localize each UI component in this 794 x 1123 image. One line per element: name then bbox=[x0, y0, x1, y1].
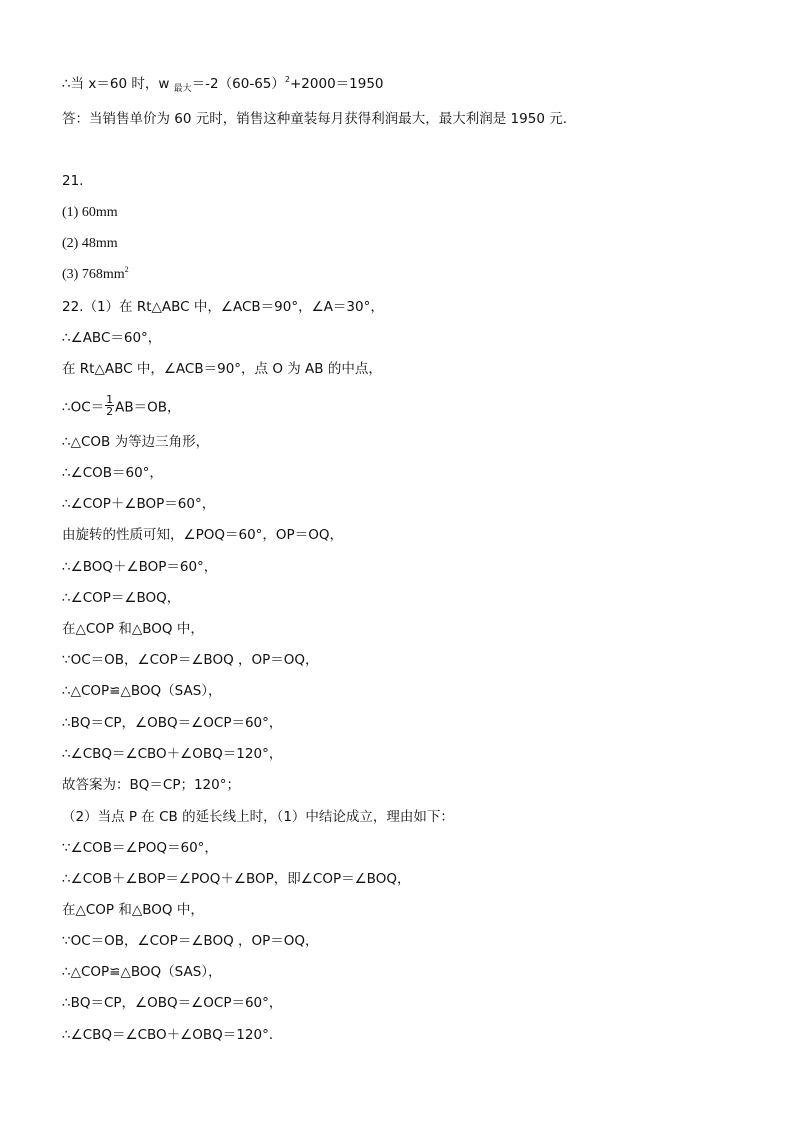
question-22-line-10: ∴∠COP＝∠BOQ， bbox=[62, 590, 181, 606]
question-22-line-6: ∴∠COB＝60°， bbox=[62, 465, 163, 481]
question-21-part-2: (2) 48mm bbox=[62, 236, 118, 251]
question-22-line-13: ∴△COP≌△BOQ（SAS）， bbox=[62, 683, 222, 699]
question-21-part-1: (1) 60mm bbox=[62, 205, 118, 220]
question-22-line-7: ∴∠COP＋∠BOP＝60°， bbox=[62, 496, 216, 512]
question-22-line-1: 22.（1）在 Rt△ABC 中，∠ACB＝90°，∠A＝30°， bbox=[62, 299, 384, 315]
question-22-line-18: ∵∠COB＝∠POQ＝60°， bbox=[62, 840, 218, 856]
question-22-line-8: 由旋转的性质可知，∠POQ＝60°，OP＝OQ， bbox=[62, 527, 343, 543]
question-22-line-21: ∵OC＝OB，∠COP＝∠BOQ ，OP＝OQ， bbox=[62, 933, 319, 949]
question-22-line-22: ∴△COP≌△BOQ（SAS）， bbox=[62, 964, 222, 980]
question-21-part-3: (3) $768mm^2$ bbox=[62, 265, 129, 282]
question-22-line-11: 在△COP 和△BOQ 中， bbox=[62, 621, 204, 637]
question-22-line-14: ∴BQ＝CP，∠OBQ＝∠OCP＝60°， bbox=[62, 715, 283, 731]
subscript-max: 最大 bbox=[173, 84, 192, 94]
question-22-line-20: 在△COP 和△BOQ 中， bbox=[62, 902, 204, 918]
question-22-line-24: ∴∠CBQ＝∠CBO＋∠OBQ＝120°． bbox=[62, 1027, 283, 1043]
question-22-line-17: （2）当点 P 在 CB 的延长线上时，（1）中结论成立，理由如下： bbox=[62, 809, 454, 825]
answer-line-max-profit-calc: ∴当 x＝60 时，w $_{最大}=-2(60-65)^2+2000=1950$ bbox=[62, 75, 384, 94]
question-22-line-12: ∵OC＝OB，∠COP＝∠BOQ ，OP＝OQ， bbox=[62, 652, 319, 668]
question-22-line-23: ∴BQ＝CP，∠OBQ＝∠OCP＝60°， bbox=[62, 995, 283, 1011]
question-22-line-19: ∴∠COB＋∠BOP＝∠POQ＋∠BOP，即∠COP＝∠BOQ， bbox=[62, 871, 411, 887]
question-22-line-9: ∴∠BOQ＋∠BOP＝60°， bbox=[62, 559, 218, 575]
answer-line-conclusion: 答：当销售单价为 60 元时，销售这种童装每月获得利润最大，最大利润是 1950 元． bbox=[62, 111, 577, 127]
fraction-one-half: $\frac{1}{2}$ bbox=[106, 393, 114, 418]
superscript-square: 2 bbox=[124, 265, 129, 274]
question-22-line-3: 在 Rt△ABC 中，∠ACB＝90°，点 O 为 AB 的中点， bbox=[62, 361, 382, 377]
superscript-square: 2 bbox=[284, 75, 290, 84]
question-22-line-16: 故答案为：BQ＝CP；120°； bbox=[62, 777, 240, 793]
question-22-line-15: ∴∠CBQ＝∠CBO＋∠OBQ＝120°， bbox=[62, 746, 283, 762]
question-22-line-5: ∴△COB 为等边三角形， bbox=[62, 434, 210, 450]
question-22-line-4: ∴OC＝ $\frac{1}{2}$ AB＝OB， bbox=[62, 393, 181, 418]
question-22-line-2: ∴∠ABC＝60°， bbox=[62, 330, 162, 346]
question-21-number: 21. bbox=[62, 173, 84, 189]
